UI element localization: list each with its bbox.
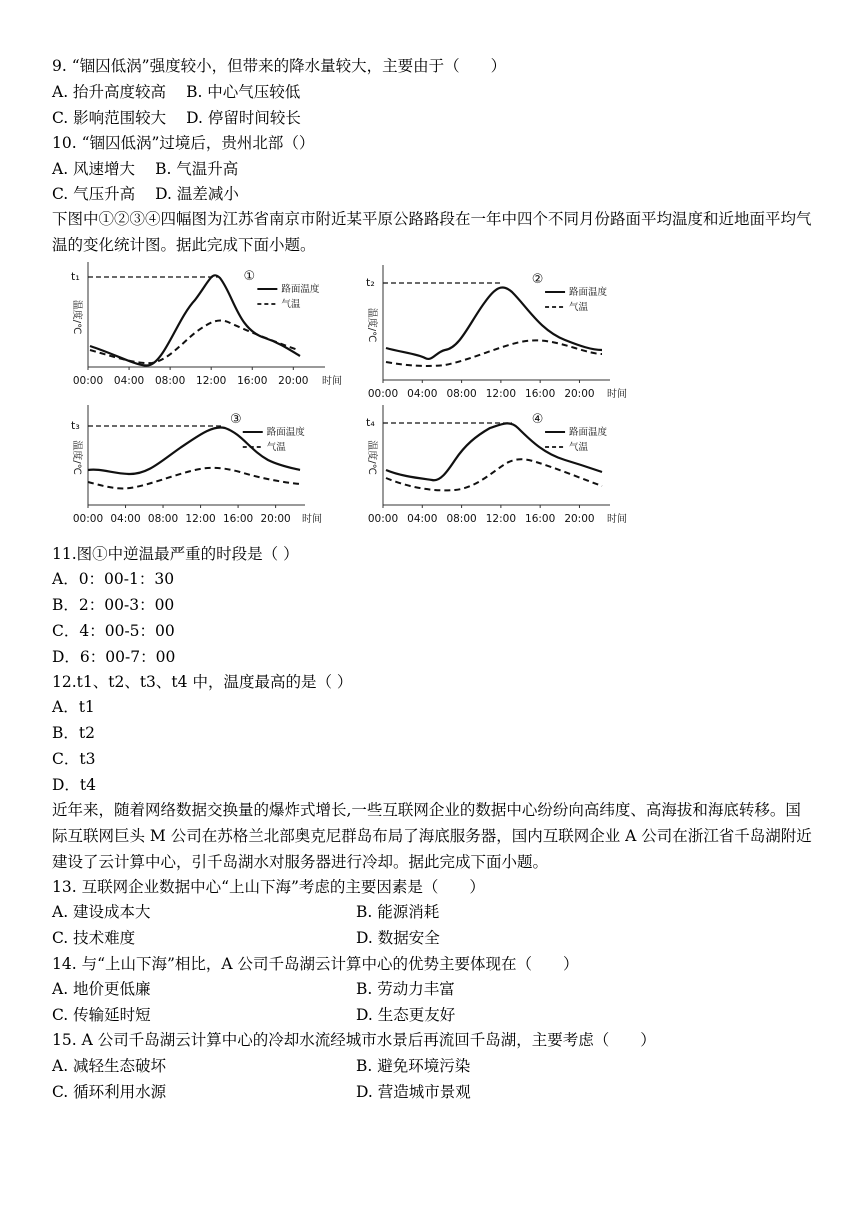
q13-option-a: A. 建设成本大 — [52, 903, 151, 921]
q13-option-b: B. 能源消耗 — [356, 903, 440, 921]
legend-air-label: 气温 — [569, 442, 589, 453]
legend-air-label: 气温 — [266, 442, 286, 453]
q14-option-c: C. 传输延时短 — [52, 1006, 151, 1024]
y-axis-label: 温度/℃ — [366, 307, 377, 343]
q15-option-d: D. 营造城市景观 — [356, 1083, 471, 1101]
legend-road-label: 路面温度 — [569, 287, 608, 298]
intro-paragraph-2: 近年来，随着网络数据交换量的爆炸式增长,一些互联网企业的数据中心纷纷向高纬度、高海拔和海底转移。国际互联网巨头 M 公司在苏格兰北部奥克尼群岛布局了海底服务器，国内互联网企业 A 公司在浙江省千岛湖附近建设了云计算中心，引千岛湖水对服务器进行冷却。据此完成下面小题。 — [52, 801, 812, 871]
x-tick-label: 08:00 — [147, 513, 179, 525]
q10-option-d: D. 温差减小 — [155, 185, 239, 203]
x-tick-label: 12:00 — [485, 513, 517, 525]
x-tick-label: 12:00 — [485, 388, 517, 400]
q12-stem: 12.t1、t2、t3、t4 中，温度最高的是（ ） — [52, 673, 353, 691]
intro-paragraph-1: 下图中①②③④四幅图为江苏省南京市附近某平原公路路段在一年中四个不同月份路面平均温度和近地面平均气温的变化统计图。据此完成下面小题。 — [52, 210, 812, 254]
q11-option-b: B．2：00-3：00 — [52, 596, 175, 614]
peak-label: t₃ — [71, 419, 80, 432]
q10-option-b: B. 气温升高 — [155, 160, 239, 178]
panel-number: ④ — [531, 412, 544, 427]
x-tick-label: 16:00 — [525, 513, 556, 525]
panel-number: ① — [243, 269, 256, 284]
q9-option-d: D. 停留时间较长 — [186, 109, 301, 127]
q14-option-b: B. 劳动力丰富 — [356, 980, 455, 998]
x-axis-unit: 时间 — [322, 376, 342, 387]
q10-stem: 10. “锢囚低涡”过境后，贵州北部（） — [52, 134, 315, 152]
legend-road-label: 路面温度 — [266, 427, 305, 438]
y-axis-label: 温度/℃ — [366, 440, 377, 475]
q15-stem: 15. A 公司千岛湖云计算中心的冷却水流经城市水景后再流回千岛湖，主要考虑（ ） — [52, 1031, 656, 1049]
q15-option-a: A. 减轻生态破坏 — [52, 1057, 167, 1075]
q10-option-c: C. 气压升高 — [52, 185, 136, 203]
q11-option-a: A．0：00-1：30 — [52, 570, 175, 588]
q12-option-d: D．t4 — [52, 776, 97, 794]
x-tick-label: 04:00 — [407, 388, 438, 400]
q14-option-d: D. 生态更友好 — [356, 1006, 456, 1024]
air-temperature-curve — [386, 340, 602, 366]
chart-panel-1 — [71, 262, 342, 387]
q13-option-d: D. 数据安全 — [356, 929, 440, 947]
q12-option-a: A．t1 — [52, 698, 95, 716]
q9-option-a: A. 抬升高度较高 — [52, 83, 167, 101]
x-tick-label: 04:00 — [110, 513, 141, 525]
x-tick-label: 00:00 — [72, 375, 104, 387]
panel-number: ② — [531, 272, 544, 287]
q11-option-c: C．4：00-5：00 — [52, 622, 175, 640]
q11-stem: 11.图①中逆温最严重的时段是（ ） — [52, 545, 299, 563]
q14-option-a: A. 地价更低廉 — [52, 980, 151, 998]
q11-option-d: D．6：00-7：00 — [52, 648, 176, 666]
chart-panel-4 — [366, 405, 627, 525]
q9-option-b: B. 中心气压较低 — [186, 83, 301, 101]
chart-panel-3 — [71, 405, 322, 525]
air-temperature-curve — [386, 459, 602, 490]
q14-stem: 14. 与“上山下海”相比，A 公司千岛湖云计算中心的优势主要体现在（ ） — [52, 955, 579, 973]
y-axis-label: 温度/℃ — [71, 440, 82, 475]
x-tick-label: 16:00 — [222, 513, 254, 525]
q15-option-b: B. 避免环境污染 — [356, 1057, 471, 1075]
x-tick-label: 20:00 — [260, 513, 291, 525]
legend-air-label: 气温 — [281, 299, 301, 310]
x-tick-label: 16:00 — [525, 388, 556, 400]
x-tick-label: 20:00 — [278, 375, 309, 387]
x-tick-label: 00:00 — [72, 513, 104, 525]
x-tick-label: 00:00 — [367, 513, 399, 525]
q13-option-c: C. 技术难度 — [52, 929, 136, 947]
q12-option-c: C．t3 — [52, 750, 96, 768]
peak-label: t₁ — [71, 270, 80, 283]
x-axis-unit: 时间 — [607, 389, 627, 400]
x-axis-unit: 时间 — [302, 514, 322, 525]
chart-panel-2 — [366, 265, 627, 400]
legend-road-label: 路面温度 — [569, 427, 608, 438]
q10-option-a: A. 风速增大 — [52, 160, 136, 178]
x-tick-label: 08:00 — [446, 513, 477, 525]
q9-stem: 9. “锢囚低涡”强度较小，但带来的降水量较大，主要由于（ ） — [52, 57, 507, 75]
legend-road-label: 路面温度 — [281, 284, 320, 295]
x-tick-label: 08:00 — [154, 375, 186, 387]
q9-option-c: C. 影响范围较大 — [52, 109, 167, 127]
air-temperature-curve — [88, 468, 300, 489]
q13-stem: 13. 互联网企业数据中心“上山下海”考虑的主要因素是（ ） — [52, 878, 485, 896]
road-temperature-curve — [386, 287, 602, 358]
legend-air-label: 气温 — [569, 302, 589, 313]
x-tick-label: 00:00 — [367, 388, 399, 400]
x-tick-label: 12:00 — [196, 375, 227, 387]
panel-number: ③ — [230, 412, 242, 427]
peak-label: t₄ — [366, 416, 375, 429]
q12-option-b: B．t2 — [52, 724, 95, 742]
q15-option-c: C. 循环利用水源 — [52, 1083, 167, 1101]
x-tick-label: 04:00 — [407, 513, 438, 525]
x-axis-unit: 时间 — [607, 514, 627, 525]
y-axis-label: 温度/℃ — [71, 299, 82, 335]
x-tick-label: 16:00 — [237, 375, 268, 387]
x-tick-label: 20:00 — [564, 513, 595, 525]
x-tick-label: 08:00 — [446, 388, 477, 400]
x-tick-label: 12:00 — [185, 513, 216, 525]
x-tick-label: 04:00 — [113, 375, 145, 387]
peak-label: t₂ — [366, 276, 375, 289]
x-tick-label: 20:00 — [564, 388, 595, 400]
